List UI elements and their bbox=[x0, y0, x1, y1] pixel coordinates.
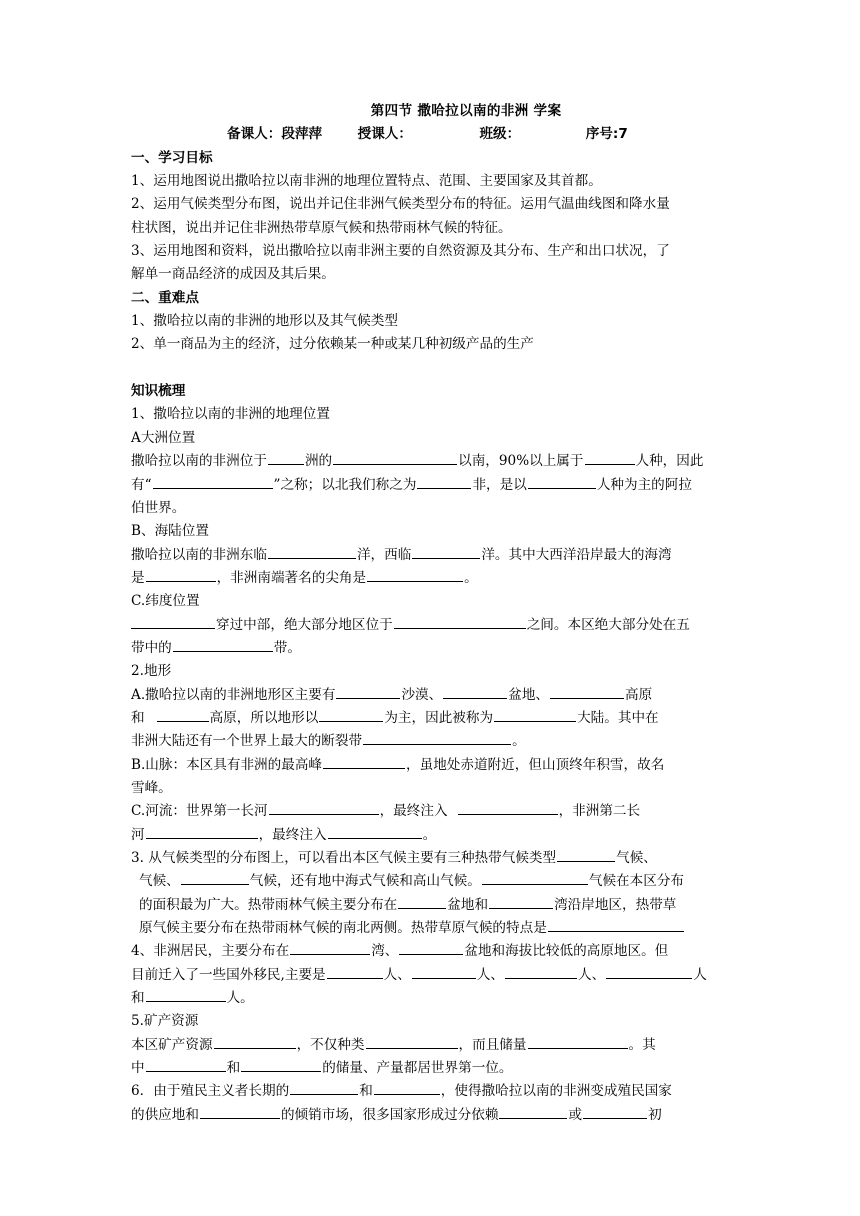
blank[interactable] bbox=[548, 917, 684, 932]
blank[interactable] bbox=[157, 707, 209, 722]
blank[interactable] bbox=[327, 964, 383, 979]
doc-meta bbox=[131, 123, 731, 146]
subtopic-sea-land: B、海陆位置 bbox=[131, 523, 209, 540]
fill-line-b1: 撒哈拉以南的非洲东临 洋，西临 洋。其中大西洋沿岸最大的海湾 bbox=[131, 544, 731, 567]
fill-line-i2: 中 和 的储量、产量都居世界第一位。 bbox=[131, 1057, 731, 1080]
blank[interactable] bbox=[494, 707, 576, 722]
blank[interactable] bbox=[394, 614, 526, 629]
blank[interactable] bbox=[333, 450, 457, 465]
meta-teacher: 授课人： bbox=[357, 126, 412, 143]
blank[interactable] bbox=[214, 1034, 296, 1049]
blank[interactable] bbox=[366, 1034, 458, 1049]
fill-line-d1: A.撒哈拉以南的非洲地形区主要有 沙漠、 盆地、 高原 bbox=[131, 684, 731, 707]
objective-2b: 柱状图，说出并记住非洲热带草原气候和热带雨林气候的特征。 bbox=[131, 219, 512, 236]
blank[interactable] bbox=[489, 894, 553, 909]
blank[interactable] bbox=[399, 940, 463, 955]
document-page bbox=[131, 100, 731, 1127]
keypoint-2: 2、单一商品为主的经济，过分依赖某一种或某几种初级产品的生产 bbox=[131, 336, 534, 353]
blank[interactable] bbox=[268, 450, 304, 465]
fill-line-b2: 是 ，非洲南端著名的尖角是 。 bbox=[131, 567, 731, 590]
fill-line-j2: 的供应地和 的倾销市场，很多国家形成过分依赖 或 初 bbox=[131, 1104, 731, 1127]
fill-line-a1: 撒哈拉以南的非洲位于 洲的 以南，90%以上属于 人种，因此 bbox=[131, 450, 731, 473]
fill-line-g2: 气候、 气候，还有地中海式气候和高山气候。 气候在本区分布 bbox=[131, 870, 731, 893]
blank[interactable] bbox=[398, 894, 446, 909]
fill-line-g1: 3. 从气候类型的分布图上，可以看出本区气候主要有三种热带气候类型 气候、 bbox=[131, 847, 731, 870]
blank[interactable] bbox=[269, 800, 379, 815]
blank[interactable] bbox=[146, 1057, 226, 1072]
keypoint-1: 1、撒哈拉以南的非洲的地形以及其气候类型 bbox=[131, 313, 398, 330]
blank[interactable] bbox=[173, 637, 273, 652]
blank[interactable] bbox=[363, 730, 511, 745]
fill-line-c1: 穿过中部，绝大部分地区位于 之间。本区绝大部分处在五 bbox=[131, 614, 731, 637]
objective-3a: 3、运用地图和资料，说出撒哈拉以南非洲主要的自然资源及其分布、生产和出口状况，了 bbox=[131, 243, 670, 260]
subtopic-continent: A大洲位置 bbox=[131, 429, 196, 446]
blank[interactable] bbox=[146, 824, 258, 839]
blank[interactable] bbox=[146, 987, 226, 1002]
meta-seq: 序号:7 bbox=[585, 126, 628, 143]
blank[interactable] bbox=[505, 964, 577, 979]
topic-minerals: 5.矿产资源 bbox=[131, 1013, 199, 1030]
blank[interactable] bbox=[328, 824, 422, 839]
blank[interactable] bbox=[290, 1080, 358, 1095]
meta-class: 班级： bbox=[479, 126, 521, 143]
topic-location: 1、撒哈拉以南的非洲的地理位置 bbox=[131, 406, 330, 423]
blank[interactable] bbox=[153, 474, 273, 489]
blank[interactable] bbox=[374, 1080, 440, 1095]
blank[interactable] bbox=[528, 474, 596, 489]
blank[interactable] bbox=[606, 964, 692, 979]
blank[interactable] bbox=[458, 800, 558, 815]
blank[interactable] bbox=[528, 1034, 628, 1049]
meta-prep: 备课人：段萍萍 bbox=[227, 126, 323, 143]
fill-line-a2: 有“ ”之称；以北我们称之为 非，是以 人种为主的阿拉 bbox=[131, 474, 731, 497]
objective-1: 1、运用地图说出撒哈拉以南非洲的地理位置特点、范围、主要国家及其首都。 bbox=[131, 173, 602, 190]
fill-line-h3: 和 人。 bbox=[131, 987, 731, 1010]
blank[interactable] bbox=[482, 870, 588, 885]
blank[interactable] bbox=[583, 1104, 647, 1119]
fill-line-c2: 带中的 带。 bbox=[131, 637, 731, 660]
blank[interactable] bbox=[499, 1104, 567, 1119]
blank[interactable] bbox=[146, 567, 216, 582]
blank[interactable] bbox=[550, 684, 624, 699]
section-heading-keypoints: 二、重难点 bbox=[131, 289, 199, 306]
fill-line-e1: B.山脉：本区具有非洲的最高峰 ，虽地处赤道附近，但山顶终年积雪，故名 bbox=[131, 754, 731, 777]
fill-line-d3: 非洲大陆还有一个世界上最大的断裂带 。 bbox=[131, 730, 731, 753]
blank[interactable] bbox=[443, 684, 507, 699]
objective-2a: 2、运用气候类型分布图，说出并记住非洲气候类型分布的特征。运用气温曲线图和降水量 bbox=[131, 196, 670, 213]
fill-line-a3: 伯世界。 bbox=[131, 499, 186, 516]
fill-line-g4: 原气候主要分布在热带雨林气候的南北两侧。热带草原气候的特点是 bbox=[131, 917, 731, 940]
fill-line-d2: 和 高原，所以地形以 为主，因此被称为 大陆。其中在 bbox=[131, 707, 731, 730]
fill-line-e2: 雪峰。 bbox=[131, 779, 172, 796]
topic-terrain: 2.地形 bbox=[131, 663, 172, 680]
blank[interactable] bbox=[412, 964, 476, 979]
blank[interactable] bbox=[200, 1104, 280, 1119]
fill-line-g3: 的面积最为广大。热带雨林气候主要分布在 盆地和 湾沿岸地区，热带草 bbox=[131, 894, 731, 917]
objective-3b: 解单一商品经济的成因及其后果。 bbox=[131, 266, 335, 283]
blank[interactable] bbox=[268, 544, 356, 559]
fill-line-f2: 河 ，最终注入 。 bbox=[131, 824, 731, 847]
section-heading-knowledge: 知识梳理 bbox=[131, 383, 186, 400]
blank[interactable] bbox=[241, 1057, 321, 1072]
blank[interactable] bbox=[412, 544, 480, 559]
blank[interactable] bbox=[417, 474, 471, 489]
section-heading-objectives: 一、学习目标 bbox=[131, 149, 213, 166]
blank[interactable] bbox=[336, 684, 400, 699]
fill-line-h2: 目前迁入了一些国外移民,主要是 人、 人、 人、 人 bbox=[131, 964, 731, 987]
blank[interactable] bbox=[585, 450, 635, 465]
subtopic-latitude: C.纬度位置 bbox=[131, 593, 200, 610]
blank[interactable] bbox=[290, 940, 370, 955]
doc-title: 第四节 撒哈拉以南的非洲 学案 bbox=[370, 103, 562, 119]
fill-line-f1: C.河流：世界第一长河 ，最终注入 ，非洲第二长 bbox=[131, 800, 731, 823]
blank[interactable] bbox=[181, 870, 249, 885]
fill-line-j1: 6．由于殖民主义者长期的 和 ，使得撒哈拉以南的非洲变成殖民国家 bbox=[131, 1080, 731, 1103]
fill-line-i1: 本区矿产资源 ，不仅种类 ，而且储量 。其 bbox=[131, 1034, 731, 1057]
blank[interactable] bbox=[131, 614, 215, 629]
blank[interactable] bbox=[367, 567, 463, 582]
blank[interactable] bbox=[557, 847, 615, 862]
fill-line-h1: 4、非洲居民，主要分布在 湾、 盆地和海拔比较低的高原地区。但 bbox=[131, 940, 731, 963]
blank[interactable] bbox=[319, 707, 383, 722]
blank[interactable] bbox=[323, 754, 405, 769]
